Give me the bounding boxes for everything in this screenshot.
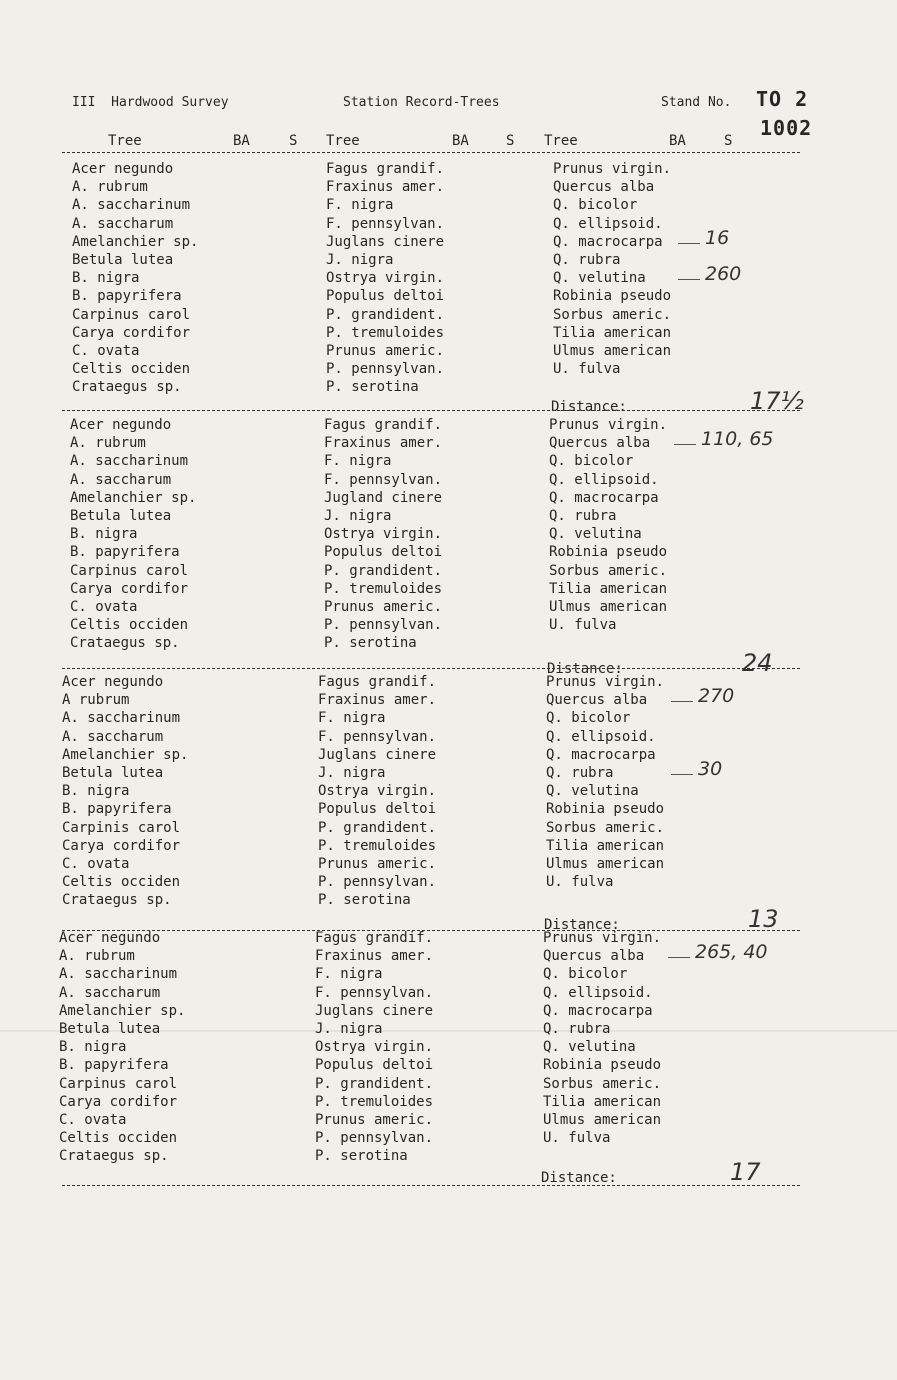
species-entry: C. ovata xyxy=(70,598,138,615)
species-entry: Quercus alba xyxy=(546,692,648,709)
species-entry: Juglans cinere xyxy=(315,1002,434,1019)
species-column xyxy=(72,160,198,396)
species-entry: Prunus virgin. xyxy=(543,930,662,946)
species-entry: P. grandident. xyxy=(324,562,443,579)
column-header: BA xyxy=(233,133,250,149)
column-header: S xyxy=(506,133,515,149)
column-header: Tree xyxy=(544,133,578,149)
species-entry: Amelanchier sp. xyxy=(62,746,189,763)
species-entry: Q. rubra xyxy=(543,1020,611,1037)
handwritten-note: 265, 40 xyxy=(695,941,768,964)
handwritten-note: 270 xyxy=(698,685,735,708)
distance-value: 13 xyxy=(748,905,779,933)
species-entry: Tilia american xyxy=(549,580,668,597)
species-entry: Crataegus sp. xyxy=(59,1148,169,1165)
species-entry: Prunus virgin. xyxy=(553,161,672,177)
species-entry: J. nigra xyxy=(315,1020,383,1037)
species-entry: Q. ellipsoid. xyxy=(553,215,663,232)
species-entry: Celtis occiden xyxy=(62,874,181,891)
species-entry: Celtis occiden xyxy=(72,361,191,378)
species-entry: Q. velutina xyxy=(549,526,642,543)
species-column xyxy=(315,929,433,1165)
species-entry: A. saccharum xyxy=(62,728,164,745)
column-header: S xyxy=(724,133,733,149)
species-entry: F. nigra xyxy=(324,453,392,470)
section-divider xyxy=(62,1185,800,1186)
stand-label: Stand No. xyxy=(661,95,732,110)
handwritten-dash xyxy=(678,279,700,280)
handwritten-dash xyxy=(668,957,690,958)
species-entry: P. pennsylvan. xyxy=(324,617,443,634)
species-entry: Carya cordifor xyxy=(62,837,181,854)
species-entry: Carya cordifor xyxy=(72,324,191,341)
species-entry: Q. ellipsoid. xyxy=(546,728,656,745)
species-entry: J. nigra xyxy=(324,507,392,524)
species-entry: Q. rubra xyxy=(549,507,617,524)
species-entry: Q. macrocarpa xyxy=(549,489,659,506)
species-entry: Ostrya virgin. xyxy=(315,1039,434,1056)
column-header: S xyxy=(289,133,298,149)
handwritten-note: 260 xyxy=(705,263,742,286)
species-entry: Ostrya virgin. xyxy=(326,270,445,287)
column-header: BA xyxy=(669,133,686,149)
distance-label: Distance: xyxy=(547,661,623,677)
species-entry: Tilia american xyxy=(546,837,665,854)
species-entry: Acer negundo xyxy=(62,674,164,690)
species-entry: C. ovata xyxy=(62,855,130,872)
distance-label: Distance: xyxy=(551,399,627,415)
species-entry: B. nigra xyxy=(59,1039,127,1056)
species-entry: Ulmus american xyxy=(549,598,668,615)
species-entry: Prunus americ. xyxy=(324,598,443,615)
species-entry: Q. bicolor xyxy=(553,197,638,214)
column-header: BA xyxy=(452,133,469,149)
species-entry: Prunus americ. xyxy=(318,855,437,872)
species-entry: Tilia american xyxy=(553,324,672,341)
species-entry: Juglans cinere xyxy=(318,746,437,763)
species-entry: Quercus alba xyxy=(553,179,655,196)
species-entry: P. serotina xyxy=(318,892,411,909)
handwritten-dash xyxy=(674,444,696,445)
species-entry: Amelanchier sp. xyxy=(72,233,199,250)
species-entry: Betula lutea xyxy=(62,764,164,781)
distance-value: 24 xyxy=(742,649,773,677)
column-header: Tree xyxy=(108,133,142,149)
species-entry: A. saccharum xyxy=(59,984,161,1001)
species-entry: Populus deltoi xyxy=(318,801,437,818)
species-entry: B. nigra xyxy=(62,783,130,800)
species-entry: Amelanchier sp. xyxy=(59,1002,186,1019)
species-entry: Carya cordifor xyxy=(59,1093,178,1110)
handwritten-dash xyxy=(678,243,700,244)
species-entry: Q. rubra xyxy=(546,764,614,781)
species-entry: J. nigra xyxy=(326,251,394,268)
species-entry: A. rubrum xyxy=(70,435,146,452)
species-entry: P. grandident. xyxy=(318,819,437,836)
species-entry: A. saccharum xyxy=(70,471,172,488)
species-column xyxy=(326,160,444,396)
species-entry: U. fulva xyxy=(543,1130,611,1147)
section-divider xyxy=(62,410,800,411)
species-entry: U. fulva xyxy=(553,361,621,378)
species-entry: F. nigra xyxy=(315,966,383,983)
species-entry: Q. velutina xyxy=(543,1039,636,1056)
species-entry: C. ovata xyxy=(72,342,140,359)
species-entry: Prunus virgin. xyxy=(549,417,668,433)
species-entry: F. pennsylvan. xyxy=(315,984,434,1001)
survey-title: III Hardwood Survey xyxy=(72,95,229,110)
species-entry: U. fulva xyxy=(549,617,617,634)
species-entry: Robinia pseudo xyxy=(549,544,668,561)
species-entry: Q. ellipsoid. xyxy=(549,471,659,488)
species-entry: F. pennsylvan. xyxy=(326,215,445,232)
species-entry: Celtis occiden xyxy=(70,617,189,634)
species-entry: Crataegus sp. xyxy=(70,635,180,652)
species-entry: F. pennsylvan. xyxy=(324,471,443,488)
distance-label: Distance: xyxy=(544,917,620,933)
species-entry: Robinia pseudo xyxy=(553,288,672,305)
distance-value: 17 xyxy=(730,1158,761,1186)
handwritten-dash xyxy=(671,774,693,775)
species-entry: Ulmus american xyxy=(553,342,672,359)
species-entry: A. saccharum xyxy=(72,215,174,232)
species-column xyxy=(546,673,664,891)
species-entry: Fagus grandif. xyxy=(326,161,445,177)
species-entry: Fagus grandif. xyxy=(324,417,443,433)
species-entry: J. nigra xyxy=(318,764,386,781)
section-divider xyxy=(62,668,800,669)
species-entry: Carpinus carol xyxy=(72,306,191,323)
species-entry: P. serotina xyxy=(324,635,417,652)
species-entry: P. pennsylvan. xyxy=(315,1130,434,1147)
species-entry: Tilia american xyxy=(543,1093,662,1110)
species-entry: Fraxinus amer. xyxy=(326,179,445,196)
species-entry: Ostrya virgin. xyxy=(318,783,437,800)
species-entry: Acer negundo xyxy=(72,161,174,177)
stand-number: TO 2 xyxy=(756,87,809,111)
species-entry: A. rubrum xyxy=(72,179,148,196)
species-entry: Quercus alba xyxy=(543,948,645,965)
species-entry: P. serotina xyxy=(315,1148,408,1165)
species-entry: Populus deltoi xyxy=(326,288,445,305)
handwritten-note: 16 xyxy=(705,226,730,249)
species-entry: Q. velutina xyxy=(546,783,639,800)
species-column xyxy=(324,416,442,652)
species-entry: Fagus grandif. xyxy=(315,930,434,946)
species-entry: Amelanchier sp. xyxy=(70,489,197,506)
species-entry: Crataegus sp. xyxy=(62,892,172,909)
species-entry: P. tremuloides xyxy=(318,837,437,854)
species-entry: B. nigra xyxy=(72,270,140,287)
species-entry: F. pennsylvan. xyxy=(318,728,437,745)
species-entry: Crataegus sp. xyxy=(72,379,182,396)
species-entry: Betula lutea xyxy=(72,251,174,268)
column-header: Tree xyxy=(326,133,360,149)
species-entry: Prunus virgin. xyxy=(546,674,665,690)
species-entry: Fraxinus amer. xyxy=(324,435,443,452)
species-entry: Q. velutina xyxy=(553,270,646,287)
species-entry: F. nigra xyxy=(326,197,394,214)
species-entry: Juglans cinere xyxy=(326,233,445,250)
species-entry: B. papyrifera xyxy=(72,288,182,305)
species-column xyxy=(62,673,188,909)
species-entry: Carpinus carol xyxy=(59,1075,178,1092)
species-entry: Sorbus americ. xyxy=(553,306,672,323)
species-entry: A rubrum xyxy=(62,692,130,709)
species-entry: Sorbus americ. xyxy=(549,562,668,579)
species-entry: A. saccharinum xyxy=(70,453,189,470)
species-column xyxy=(318,673,436,909)
species-column xyxy=(543,929,661,1147)
species-entry: P. pennsylvan. xyxy=(318,874,437,891)
species-entry: Celtis occiden xyxy=(59,1130,178,1147)
species-entry: Acer negundo xyxy=(59,930,161,946)
species-entry: Ostrya virgin. xyxy=(324,526,443,543)
species-entry: Q. macrocarpa xyxy=(546,746,656,763)
species-entry: Carpinis carol xyxy=(62,819,181,836)
species-entry: Q. bicolor xyxy=(549,453,634,470)
species-entry: P. tremuloides xyxy=(315,1093,434,1110)
species-column xyxy=(70,416,196,652)
species-entry: A. rubrum xyxy=(59,948,135,965)
species-entry: Fraxinus amer. xyxy=(315,948,434,965)
species-entry: Q. macrocarpa xyxy=(543,1002,653,1019)
species-entry: Q. rubra xyxy=(553,251,621,268)
species-entry: B. papyrifera xyxy=(70,544,180,561)
handwritten-note: 30 xyxy=(698,758,723,780)
species-entry: Prunus americ. xyxy=(315,1111,434,1128)
species-entry: Ulmus american xyxy=(546,855,665,872)
species-entry: P. pennsylvan. xyxy=(326,361,445,378)
species-entry: A. saccharinum xyxy=(62,710,181,727)
species-entry: Carya cordifor xyxy=(70,580,189,597)
species-entry: Jugland cinere xyxy=(324,489,443,506)
species-entry: Q. bicolor xyxy=(546,710,631,727)
species-column xyxy=(549,416,667,634)
species-entry: C. ovata xyxy=(59,1111,127,1128)
species-column xyxy=(553,160,671,378)
record-title: Station Record-Trees xyxy=(343,95,500,110)
species-entry: P. serotina xyxy=(326,379,419,396)
handwritten-note: 110, 65 xyxy=(701,428,774,451)
species-entry: A. saccharinum xyxy=(59,966,178,983)
species-entry: Q. macrocarpa xyxy=(553,233,663,250)
species-entry: B. papyrifera xyxy=(59,1057,169,1074)
distance-label: Distance: xyxy=(541,1170,617,1186)
species-entry: Q. bicolor xyxy=(543,966,628,983)
species-entry: Robinia pseudo xyxy=(543,1057,662,1074)
species-entry: P. tremuloides xyxy=(324,580,443,597)
species-entry: Sorbus americ. xyxy=(543,1075,662,1092)
species-entry: Carpinus carol xyxy=(70,562,189,579)
species-entry: B. papyrifera xyxy=(62,801,172,818)
species-entry: P. grandident. xyxy=(315,1075,434,1092)
species-entry: P. tremuloides xyxy=(326,324,445,341)
species-entry: Fagus grandif. xyxy=(318,674,437,690)
distance-value: 17½ xyxy=(750,387,804,415)
section-divider xyxy=(62,152,800,153)
species-entry: B. nigra xyxy=(70,526,138,543)
species-entry: Sorbus americ. xyxy=(546,819,665,836)
species-entry: Ulmus american xyxy=(543,1111,662,1128)
species-entry: Populus deltoi xyxy=(315,1057,434,1074)
stand-number-alt: 1002 xyxy=(760,116,813,140)
species-entry: Populus deltoi xyxy=(324,544,443,561)
species-entry: U. fulva xyxy=(546,874,614,891)
species-entry: Betula lutea xyxy=(70,507,172,524)
species-entry: Fraxinus amer. xyxy=(318,692,437,709)
species-entry: A. saccharinum xyxy=(72,197,191,214)
handwritten-dash xyxy=(671,701,693,702)
species-entry: Betula lutea xyxy=(59,1020,161,1037)
species-entry: F. nigra xyxy=(318,710,386,727)
species-entry: Robinia pseudo xyxy=(546,801,665,818)
species-entry: Prunus americ. xyxy=(326,342,445,359)
species-entry: Acer negundo xyxy=(70,417,172,433)
species-entry: Quercus alba xyxy=(549,435,651,452)
species-entry: Q. ellipsoid. xyxy=(543,984,653,1001)
species-column xyxy=(59,929,185,1165)
species-entry: P. grandident. xyxy=(326,306,445,323)
